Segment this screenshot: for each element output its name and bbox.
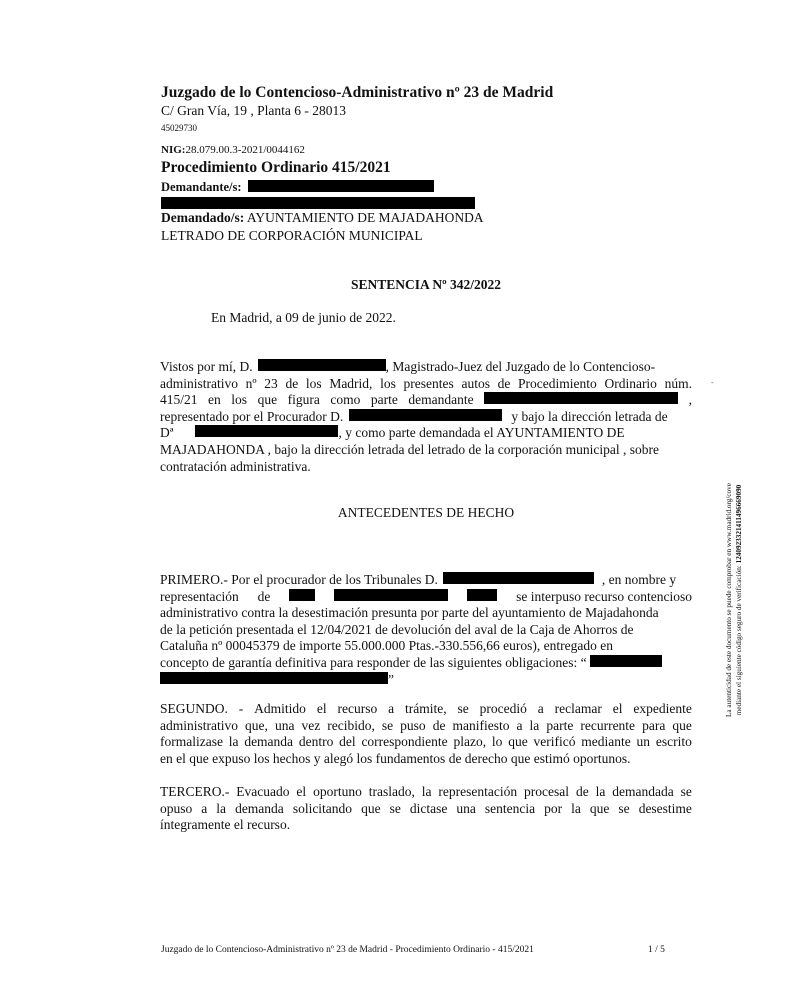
word: mediante — [581, 734, 631, 750]
verification-code: 1240923321411496669090 — [735, 484, 743, 564]
text-span: en el que expuso los hechos y alegó los fundamentos de derecho que estimó oportunos. — [160, 750, 631, 766]
paragraph-line — [160, 817, 692, 834]
word: por — [544, 800, 563, 816]
word: de — [497, 375, 511, 391]
defendant-value: AYUNTAMIENTO DE MAJADAHONDA — [244, 210, 484, 225]
word: parte — [546, 717, 574, 733]
text-span: , Magistrado-Juez del Juzgado de lo Contencioso- — [385, 359, 656, 374]
redaction-block — [349, 409, 502, 421]
word: recurso — [337, 701, 378, 716]
word: la — [216, 800, 227, 816]
word: los — [231, 392, 248, 408]
word: demandada — [612, 784, 674, 799]
date-line: En Madrid, a 09 de junio de 2022. — [211, 310, 396, 325]
paragraph-line — [160, 718, 692, 735]
word: un — [636, 734, 651, 750]
text-span: y bajo la dirección letrada de — [511, 408, 668, 424]
verification-text — [724, 460, 744, 740]
text-span: Cataluña nº 00045379 de importe 55.000.000 Ptas.-330.556,66 euros), entregado en — [160, 638, 613, 654]
word: para — [642, 717, 666, 733]
word: de — [432, 717, 446, 733]
tercero-paragraph — [160, 784, 692, 834]
vistos-paragraph — [160, 359, 692, 475]
plaintiff-label: Demandante/s: — [161, 180, 242, 194]
nig-value: 28.079.00.3-2021/0044162 — [185, 144, 305, 156]
word: de — [285, 375, 299, 391]
word: del — [339, 734, 356, 750]
redaction-block — [443, 572, 594, 584]
word: que — [589, 800, 610, 816]
word: a — [516, 717, 523, 733]
paragraph-line — [160, 622, 692, 639]
word: correspondiente — [361, 734, 448, 750]
paragraph-line — [160, 701, 692, 718]
word: expediente — [633, 701, 692, 716]
primero-paragraph — [160, 572, 692, 688]
text-span: de — [257, 588, 271, 604]
word: demanda — [244, 734, 294, 750]
redaction-block — [161, 197, 475, 209]
paragraph-line — [160, 638, 692, 655]
word: la — [421, 784, 432, 799]
paragraph-line — [160, 655, 692, 672]
text-span: se interpuso recurso contencioso — [516, 588, 692, 604]
verification-line — [734, 460, 744, 740]
verification-line: La autenticidad de este documento se puede comprobar en www.madrid.org/cove — [725, 483, 733, 717]
text-span: MAJADAHONDA , bajo la dirección letrada del letrado de la corporación municipal , sobre — [160, 441, 659, 457]
word: administrativo — [160, 717, 238, 733]
paragraph-line — [160, 734, 692, 751]
word: autos — [461, 375, 490, 391]
redaction-block — [195, 425, 338, 437]
word: se — [618, 800, 630, 816]
word: recurrente — [580, 717, 636, 733]
word: núm. — [664, 375, 692, 391]
word: se — [389, 800, 401, 816]
word: traslado, — [368, 784, 415, 799]
text-span: representado por el Procurador D. — [160, 408, 344, 424]
text-span: , en nombre y — [601, 572, 677, 587]
paragraph-line — [160, 376, 692, 393]
paragraph-line — [160, 425, 692, 442]
court-address: C/ Gran Vía, 19 , Planta 6 - 28013 — [161, 103, 346, 118]
word: de — [575, 784, 589, 799]
word: una — [274, 717, 295, 733]
word: el — [296, 784, 307, 799]
word: Madrid, — [329, 375, 373, 391]
court-name: Juzgado de lo Contencioso-Administrativo nº 23 de Madrid — [161, 84, 554, 101]
redaction-block — [258, 359, 386, 371]
word: Ordinario — [604, 375, 657, 391]
paragraph-line — [160, 751, 692, 768]
word: procedió — [479, 701, 527, 716]
paragraph-line — [160, 459, 692, 476]
word: que, — [245, 717, 268, 733]
word: trámite, — [404, 701, 447, 716]
word: 415/21 — [160, 392, 198, 408]
word: en — [208, 392, 221, 408]
word: puso — [400, 717, 426, 733]
word: administrativo — [160, 375, 238, 391]
paragraph-line — [160, 801, 692, 818]
word: que — [508, 734, 528, 750]
word: formalizase — [160, 734, 223, 750]
word: Evacuado — [236, 784, 290, 799]
word: se — [381, 717, 394, 733]
word: se — [457, 701, 469, 716]
word: nº — [245, 375, 257, 391]
word: se — [680, 784, 692, 799]
word: verificó — [533, 734, 576, 750]
paragraph-line — [160, 392, 692, 409]
paragraph-line — [160, 605, 692, 622]
word: sentencia — [484, 800, 536, 816]
redaction-block — [467, 589, 497, 601]
word: desestime — [638, 800, 692, 816]
paragraph-line — [160, 784, 692, 801]
word: que — [361, 800, 381, 816]
segundo-paragraph — [160, 701, 692, 767]
word: procesal — [524, 784, 570, 799]
defendant-line — [161, 210, 484, 226]
procedure-title: Procedimiento Ordinario 415/2021 — [161, 159, 391, 176]
word: la — [529, 717, 540, 733]
word: demandante — [408, 392, 474, 408]
word: oportuno — [313, 784, 362, 799]
nig-line — [161, 144, 305, 156]
word: lo — [491, 734, 503, 750]
defendant-label: Demandado/s: — [161, 210, 245, 225]
verification-label: mediante el siguiente código seguro de verificación: — [735, 563, 743, 716]
page-number: 1 / 5 — [648, 945, 665, 955]
word: dentro — [298, 734, 334, 750]
word: , — [688, 392, 692, 408]
section-heading: ANTECEDENTES DE HECHO — [337, 505, 515, 520]
text-span: concepto de garantía definitiva para responder de las siguientes obligaciones: “ — [160, 654, 587, 670]
word: representación — [438, 784, 518, 799]
margin-mark: - — [711, 378, 714, 387]
word: opuso — [160, 800, 193, 816]
word: a — [537, 701, 544, 716]
text-span: íntegramente el recurso. — [160, 817, 291, 833]
text-span: Dª — [160, 425, 174, 441]
word: TERCERO.- — [160, 784, 230, 799]
text-span: representación — [160, 588, 239, 604]
sentence-title: SENTENCIA Nº 342/2022 — [351, 277, 501, 292]
word: a — [388, 701, 395, 716]
word: los — [380, 375, 396, 391]
word: como — [330, 392, 361, 408]
paragraph-line — [160, 442, 692, 459]
text-span: , y como parte demandada el AYUNTAMIENTO DE — [338, 425, 625, 441]
redaction-block — [334, 589, 448, 601]
word: la — [228, 734, 239, 750]
nig-label: NIG: — [161, 144, 186, 156]
court-code: 45029730 — [161, 123, 197, 133]
word: Admitido — [254, 701, 306, 716]
paragraph-line — [160, 409, 692, 426]
text-span: PRIMERO.- Por el procurador de los Tribunales D. — [160, 572, 438, 587]
word: el — [316, 701, 327, 716]
word: vez — [301, 717, 321, 733]
word: SEGUNDO. — [160, 701, 228, 716]
text-span: contratación administrativa. — [160, 458, 311, 474]
word: reclamar — [554, 701, 602, 716]
text-span: ” — [388, 671, 394, 687]
word: escrito — [655, 734, 692, 750]
word: Procedimiento — [518, 375, 597, 391]
word: que — [672, 717, 692, 733]
word: recibido, — [327, 717, 375, 733]
page-footer: Juzgado de lo Contencioso-Administrativo nº 23 de Madrid - Procedimiento Ordinario - 415/2021 — [161, 945, 534, 955]
redaction-block — [590, 655, 662, 667]
plaintiff-line — [161, 180, 434, 195]
word: presentes — [403, 375, 454, 391]
word: plazo, — [453, 734, 487, 750]
word: manifiesto — [452, 717, 510, 733]
word: - — [238, 701, 244, 716]
redaction-block — [484, 392, 678, 404]
redaction-block — [248, 180, 434, 192]
verification-note — [716, 460, 752, 740]
word: solicitando — [292, 800, 353, 816]
word: 23 — [264, 375, 278, 391]
word: demanda — [235, 800, 284, 816]
text-span: administrativo contra la desestimación presunta por parte del ayuntamiento de Majadahonda — [160, 605, 659, 621]
text-span: Vistos por mí, D. — [160, 359, 253, 374]
defendant-lawyer: LETRADO DE CORPORACIÓN MUNICIPAL — [161, 228, 423, 243]
word: dictase — [409, 800, 448, 816]
text-span: de la petición presentada el 12/04/2021 de devolución del aval de la Caja de Ahorros de — [160, 621, 634, 637]
paragraph-line — [160, 359, 692, 376]
word: parte — [370, 392, 398, 408]
word: que — [257, 392, 278, 408]
word: una — [456, 800, 476, 816]
word: figura — [287, 392, 320, 408]
word: el — [612, 701, 623, 716]
paragraph-line — [160, 572, 692, 589]
word: a — [201, 800, 208, 816]
word: la — [595, 784, 606, 799]
paragraph-line — [160, 672, 692, 689]
redaction-block — [289, 589, 315, 601]
redaction-block — [160, 672, 388, 684]
word: los — [305, 375, 322, 391]
word: la — [571, 800, 581, 816]
paragraph-line — [160, 589, 692, 606]
